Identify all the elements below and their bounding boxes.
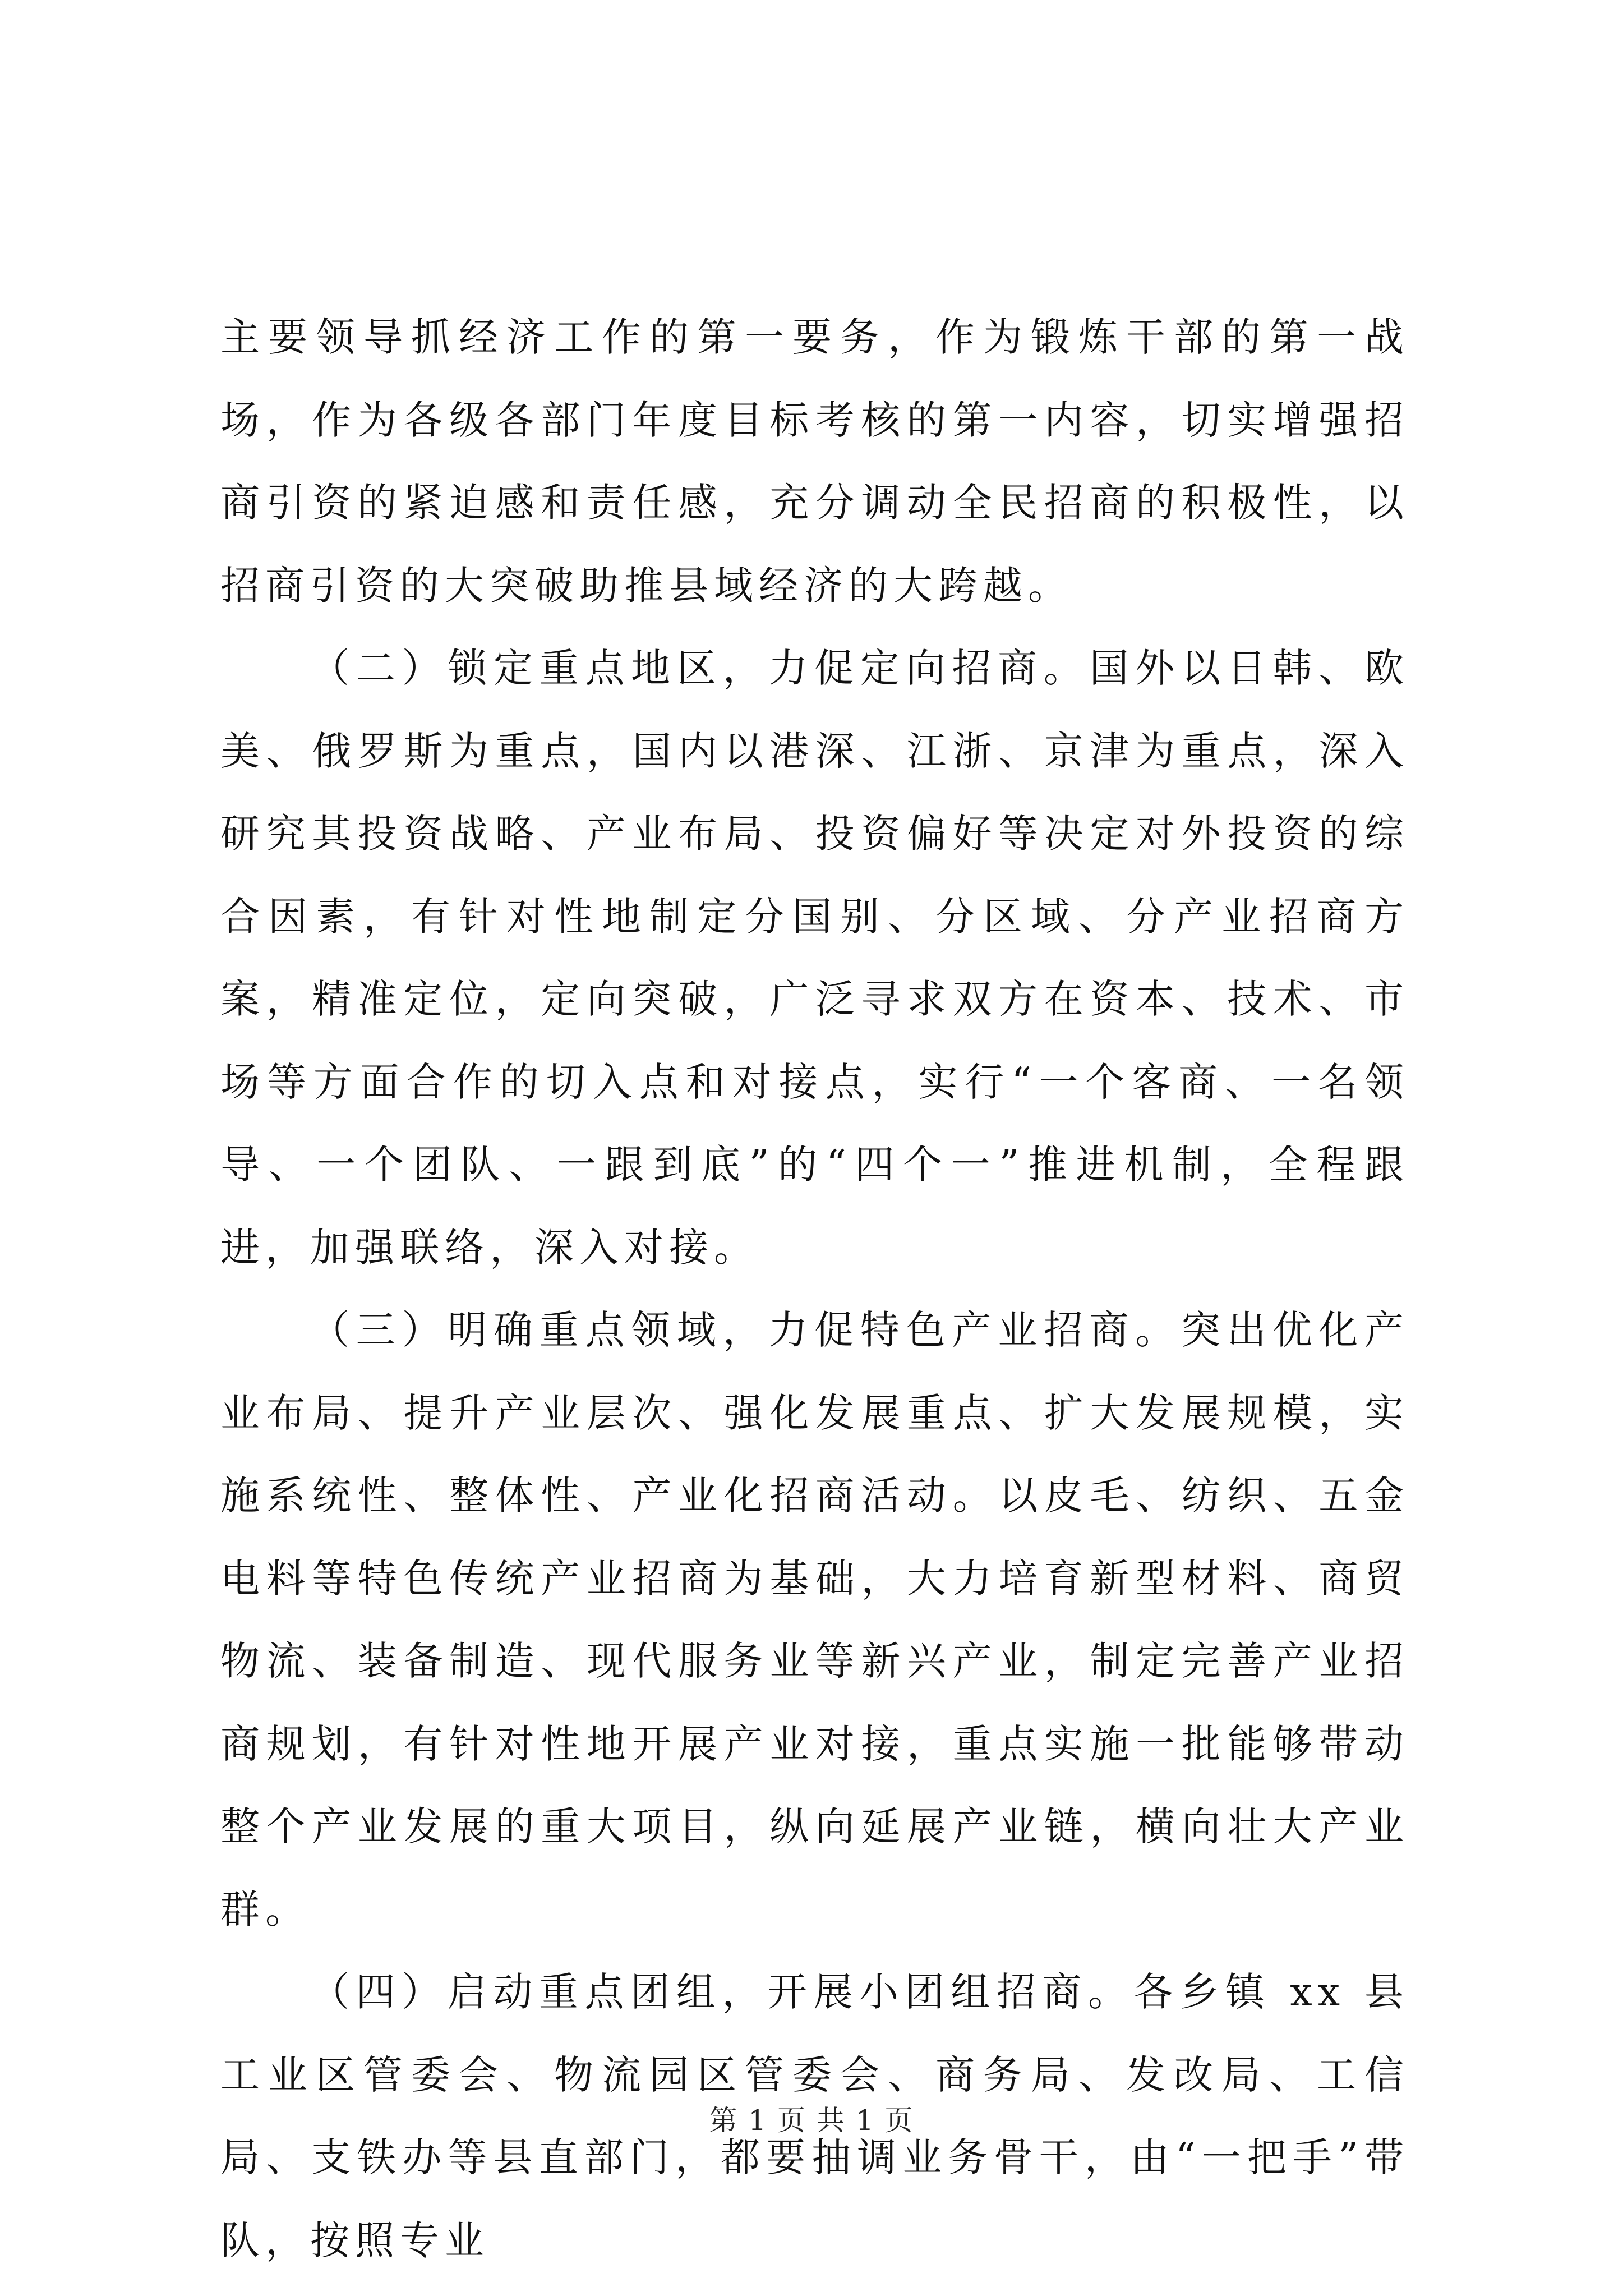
document-body <box>220 296 1409 2282</box>
paragraph-section-two: （二）锁定重点地区，力促定向招商。国外以日韩、欧美、俄罗斯为重点，国内以港深、江浙、京津为重点，深入研究其投资战略、产业布局、投资偏好等决定对外投资的综合因素，有针对性地制定分国别、分区域、分产业招商方案，精准定位，定向突破，广泛寻求双方在资本、技术、市场等方面合作的切入点和对接点，实行“一个客商、一名领导、一个团队、一跟到底”的“四个一”推进机制，全程跟进，加强联络，深入对接。 <box>220 645 1409 1271</box>
paragraph-continuation: 主要领导抓经济工作的第一要务，作为锻炼干部的第一战场，作为各级各部门年度目标考核的第一内容，切实增强招商引资的紧迫感和责任感，充分调动全民招商的积极性，以招商引资的大突破助推县域经济的大跨越。 <box>220 314 1409 609</box>
page-footer: 第 1 页 共 1 页 <box>709 2104 914 2137</box>
paragraph-section-three: （三）明确重点领域，力促特色产业招商。突出优化产业布局、提升产业层次、强化发展重点、扩大发展规模，实施系统性、整体性、产业化招商活动。以皮毛、纺织、五金电料等特色传统产业招商为基础，大力培育新型材料、商贸物流、装备制造、现代服务业等新兴产业，制定完善产业招商规划，有针对性地开展产业对接，重点实施一批能够带动整个产业发展的重大项目，纵向延展产业链，横向壮大产业群。 <box>220 1307 1409 1932</box>
paragraph-section-four: （四）启动重点团组，开展小团组招商。各乡镇 xx 县工业区管委会、物流园区管委会、商务局、发改局、工信局、支铁办等县直部门，都要抽调业务骨干，由“一把手”带队，按照专业 <box>220 1969 1409 2263</box>
